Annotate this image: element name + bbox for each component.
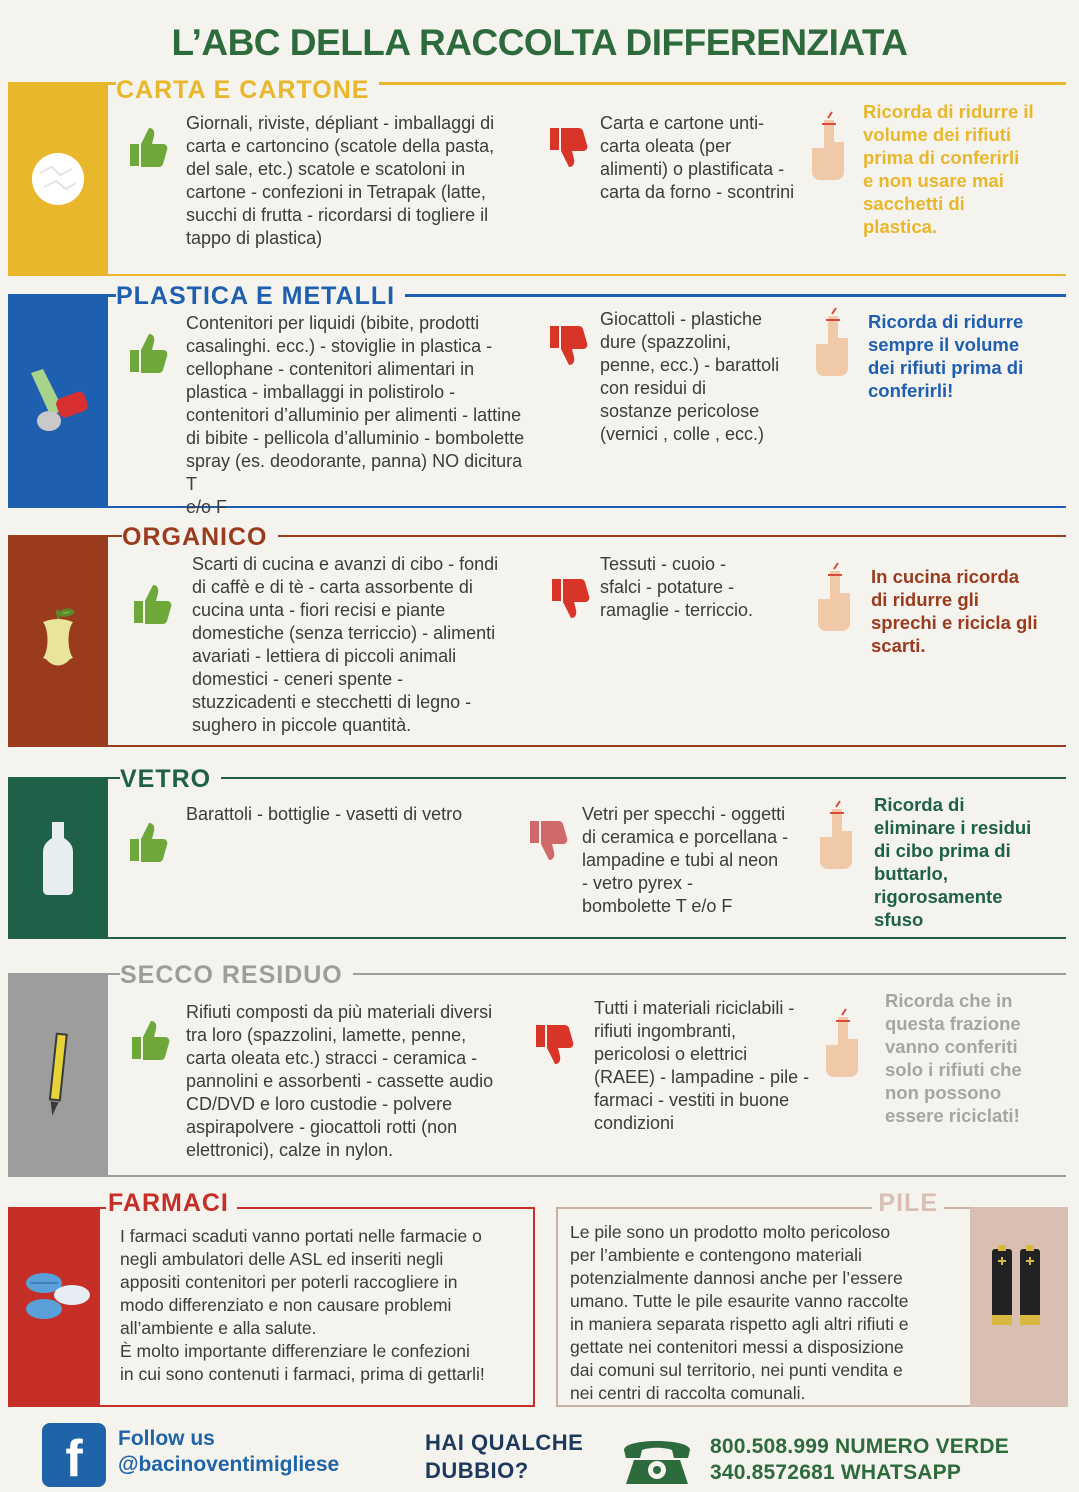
rejected-line: (vernici , colle , ecc.) [600,424,765,444]
rejected-line: carta oleata (per [600,136,732,156]
section-organico [8,523,1066,747]
rejected-line: bombolette T e/o F [582,896,733,916]
section-color-bar [970,1207,1068,1407]
rejected-list [600,553,820,622]
reminder-line: vanno conferiti [885,1036,1018,1057]
section-color-bar [8,535,108,747]
accepted-line: stuzzicadenti e stecchetti di legno - [192,692,472,712]
pile-line: potenzialmente dannosi anche per l’essere [570,1268,903,1288]
thumbs-up-icon [126,817,170,865]
section-plastica [8,282,1066,517]
accepted-list [186,312,536,519]
pile-line: gettate nei contenitori messi a disposizione [570,1337,904,1357]
plastic-bottle-can-icon [21,365,95,437]
section-color-bar [8,1207,100,1407]
accepted-line: elettronici), calze in nylon. [186,1140,394,1160]
accepted-line: avariati - lettiera di piccoli animali [192,646,457,666]
pile-text [570,1221,955,1405]
accepted-list [186,112,536,250]
accepted-line: Barattoli - bottiglie - vasetti di vetro [186,804,463,824]
farmaci-line: È molto importante differenziare le confezioni [120,1341,470,1361]
reminder-line: sprechi e ricicla gli [871,612,1038,633]
accepted-line: aspirapolvere - giocattoli rotti (non [186,1117,458,1137]
reminder-line: Ricorda di ridurre il [863,101,1034,122]
rejected-line: (RAEE) - lampadine - pile - [594,1067,810,1087]
reminder-line: plastica. [863,216,938,237]
section-secco [8,961,1066,1177]
reminder-line: conferirli! [868,380,954,401]
accepted-line: Scarti di cucina e avanzi di cibo - fondi [192,554,499,574]
farmaci-line: I farmaci scaduti vanno portati nelle farmacie o [120,1226,482,1246]
section-color-bar [8,777,108,939]
accepted-line: Rifiuti composti da più materiali diversi [186,1002,493,1022]
thumbs-down-icon [526,817,572,867]
accepted-line: domestiche (senza terriccio) - alimenti [192,623,496,643]
section-rule [8,937,1066,939]
accepted-line: plastica - imballaggi in polistirolo - [186,382,456,402]
section-carta [8,76,1066,276]
accepted-line: del sale, etc.) scatole e scatoloni in [186,159,466,179]
rejected-list [600,308,820,446]
accepted-line: cartone - confezioni in Tetrapak (latte, [186,182,486,202]
reminder-text [863,100,1053,238]
accepted-line: carta e cartoncino (scatole della pasta, [186,136,495,156]
toll-free-number[interactable]: 800.508.999 NUMERO VERDE [710,1435,1009,1458]
rejected-line: rifiuti ingombranti, [594,1021,737,1041]
finger-string-reminder-icon [812,306,856,378]
section-rule [8,745,1066,747]
pile-line: dai comuni sul territorio, nei punti vendita e [570,1360,903,1380]
rejected-line: farmaci - vestiti in buone [594,1090,790,1110]
facebook-letter: f [65,1430,83,1488]
farmaci-line: in cui sono contenuti i farmaci, prima di gettarli! [120,1364,485,1384]
section-rule [8,506,1066,508]
rejected-list [594,997,824,1135]
paper-ball-icon [30,151,86,207]
farmaci-line: appositi contenitori per poterli raccogliere in [120,1272,458,1292]
facebook-handle-link[interactable]: @bacinoventimigliese [118,1453,340,1476]
reminder-line: volume dei rifiuti [863,124,1012,145]
accepted-line: succhi di frutta - ricordarsi di togliere il [186,205,489,225]
accepted-line: di bibite - pellicola d’alluminio - bombolette [186,428,525,448]
thumbs-up-icon [130,579,174,627]
pencil-icon [46,1030,70,1120]
accepted-list [192,553,542,737]
rejected-line: Tessuti - cuoio - [600,554,727,574]
section-heading: PILE [872,1189,944,1218]
rejected-line: condizioni [594,1113,675,1133]
rejected-line: sfalci - potature - [600,577,735,597]
reminder-line: prima di conferirli [863,147,1020,168]
reminder-line: di cibo prima di [874,840,1011,861]
reminder-line: Ricorda che in [885,990,1013,1011]
pile-box [556,1189,1068,1407]
rejected-line: sostanze pericolose [600,401,760,421]
farmaci-text [120,1225,532,1386]
reminder-line: essere riciclati! [885,1105,1020,1126]
rejected-line: con residui di [600,378,707,398]
accepted-line: cellophane - contenitori alimentari in [186,359,475,379]
pile-line: nei centri di raccolta comunali. [570,1383,806,1403]
rejected-line: dure (spazzolini, [600,332,732,352]
accepted-line: spray (es. deodorante, panna) NO dicitura T [186,451,523,494]
section-color-bar [8,973,108,1177]
reminder-text [885,989,1075,1127]
accepted-line: Contenitori per liquidi (bibite, prodotti [186,313,480,333]
reminder-line: In cucina ricorda [871,566,1020,587]
accepted-line: sughero in piccole quantità. [192,715,412,735]
farmaci-line: negli ambulatori delle ASL ed inseriti negli [120,1249,444,1269]
accepted-line: pannolini e assorbenti - cassette audio [186,1071,494,1091]
rejected-line: alimenti) o plastificata - [600,159,785,179]
facebook-icon[interactable] [42,1423,106,1487]
section-heading: PLASTICA E METALLI [116,282,405,311]
thumbs-down-icon [546,124,592,174]
accepted-line: tra loro (spazzolini, lamette, penne, [186,1025,467,1045]
section-heading: ORGANICO [122,523,278,552]
glass-bottle-icon [41,820,75,896]
question-line: HAI QUALCHE [425,1430,584,1455]
reminder-line: dei rifiuti prima di [868,357,1024,378]
thumbs-up-icon [126,122,170,170]
reminder-line: questa frazione [885,1013,1021,1034]
section-heading: SECCO RESIDUO [120,961,353,990]
rejected-line: Vetri per specchi - oggetti [582,804,786,824]
finger-string-reminder-icon [816,799,860,871]
battery-icon [988,1243,1044,1327]
finger-string-reminder-icon [808,110,852,182]
reminder-line: di ridurre gli [871,589,979,610]
accepted-line: e/o F [186,497,228,517]
thumbs-up-icon [126,328,170,376]
section-rule [8,274,1066,276]
section-heading: FARMACI [106,1189,237,1218]
farmaci-line: all’ambiente e alla salute. [120,1318,317,1338]
pile-line: per l’ambiente e contengono materiali [570,1245,862,1265]
section-rule [108,777,1066,779]
accepted-list [186,803,536,826]
accepted-line: carta oleata etc.) stracci - ceramica - [186,1048,478,1068]
rejected-line: Giocattoli - plastiche [600,309,763,329]
pile-line: in maniera separata rispetto agli altri rifiuti e [570,1314,909,1334]
finger-string-reminder-icon [814,561,858,633]
follow-label: Follow us [118,1427,215,1450]
rejected-line: Carta e cartone unti- [600,113,765,133]
rejected-line: di ceramica e porcellana - [582,827,789,847]
reminder-text [868,310,1058,402]
section-heading: CARTA E CARTONE [116,76,379,105]
accepted-line: domestici - ceneri spente - [192,669,404,689]
rejected-line: carta da forno - scontrini [600,182,795,202]
thumbs-up-icon [128,1015,172,1063]
pile-line: Le pile sono un prodotto molto pericoloso [570,1222,891,1242]
accepted-list [186,1001,536,1162]
reminder-line: rigorosamente [874,886,1003,907]
accepted-line: casalinghi. ecc.) - stoviglie in plastica - [186,336,493,356]
reminder-line: non possono [885,1082,1002,1103]
accepted-line: contenitori d’alluminio per alimenti - lattine [186,405,522,425]
telephone-icon [620,1432,694,1488]
rejected-line: ramaglie - terriccio. [600,600,754,620]
rejected-line: pericolosi o elettrici [594,1044,748,1064]
reminder-line: Ricorda di [874,794,965,815]
reminder-line: eliminare i residui [874,817,1032,838]
page-title: L’ABC DELLA RACCOLTA DIFFERENZIATA [171,22,908,63]
reminder-line: scarti. [871,635,926,656]
accepted-line: cucina unta - fiori recisi e piante [192,600,446,620]
reminder-text [874,793,1064,931]
apple-core-icon [33,606,83,676]
footer [0,1418,1079,1492]
section-heading: VETRO [120,765,221,794]
pills-icon [22,1269,92,1323]
section-rule [8,1175,1066,1177]
rejected-line: - vetro pyrex - [582,873,694,893]
rejected-line: lampadine e tubi al neon [582,850,779,870]
finger-string-reminder-icon [822,1007,866,1079]
farmaci-line: modo differenziato e non causare problemi [120,1295,452,1315]
section-color-bar [8,294,108,508]
rejected-line: penne, ecc.) - barattoli [600,355,780,375]
rejected-list [582,803,822,918]
rejected-list [600,112,820,204]
whatsapp-number[interactable]: 340.8572681 WHATSAPP [710,1461,962,1484]
thumbs-down-icon [532,1021,578,1071]
reminder-line: buttarlo, [874,863,948,884]
question-line: DUBBIO? [425,1458,529,1483]
accepted-line: Giornali, riviste, dépliant - imballaggi di [186,113,495,133]
section-color-bar [8,82,108,276]
rejected-line: Tutti i materiali riciclabili - [594,998,795,1018]
reminder-line: Ricorda di ridurre [868,311,1024,332]
reminder-line: sempre il volume [868,334,1020,355]
pile-line: umano. Tutte le pile esaurite vanno raccolte [570,1291,909,1311]
reminder-text [871,565,1061,657]
thumbs-down-icon [546,322,592,372]
accepted-line: tappo di plastica) [186,228,323,248]
reminder-line: sfuso [874,909,924,930]
reminder-line: e non usare mai [863,170,1004,191]
accepted-line: di caffè e di tè - carta assorbente di [192,577,473,597]
reminder-line: sacchetti di [863,193,965,214]
reminder-line: solo i rifiuti che [885,1059,1022,1080]
section-vetro [8,765,1066,939]
accepted-line: CD/DVD e loro custodie - polvere [186,1094,453,1114]
thumbs-down-icon [548,575,594,625]
farmaci-box [8,1189,535,1407]
